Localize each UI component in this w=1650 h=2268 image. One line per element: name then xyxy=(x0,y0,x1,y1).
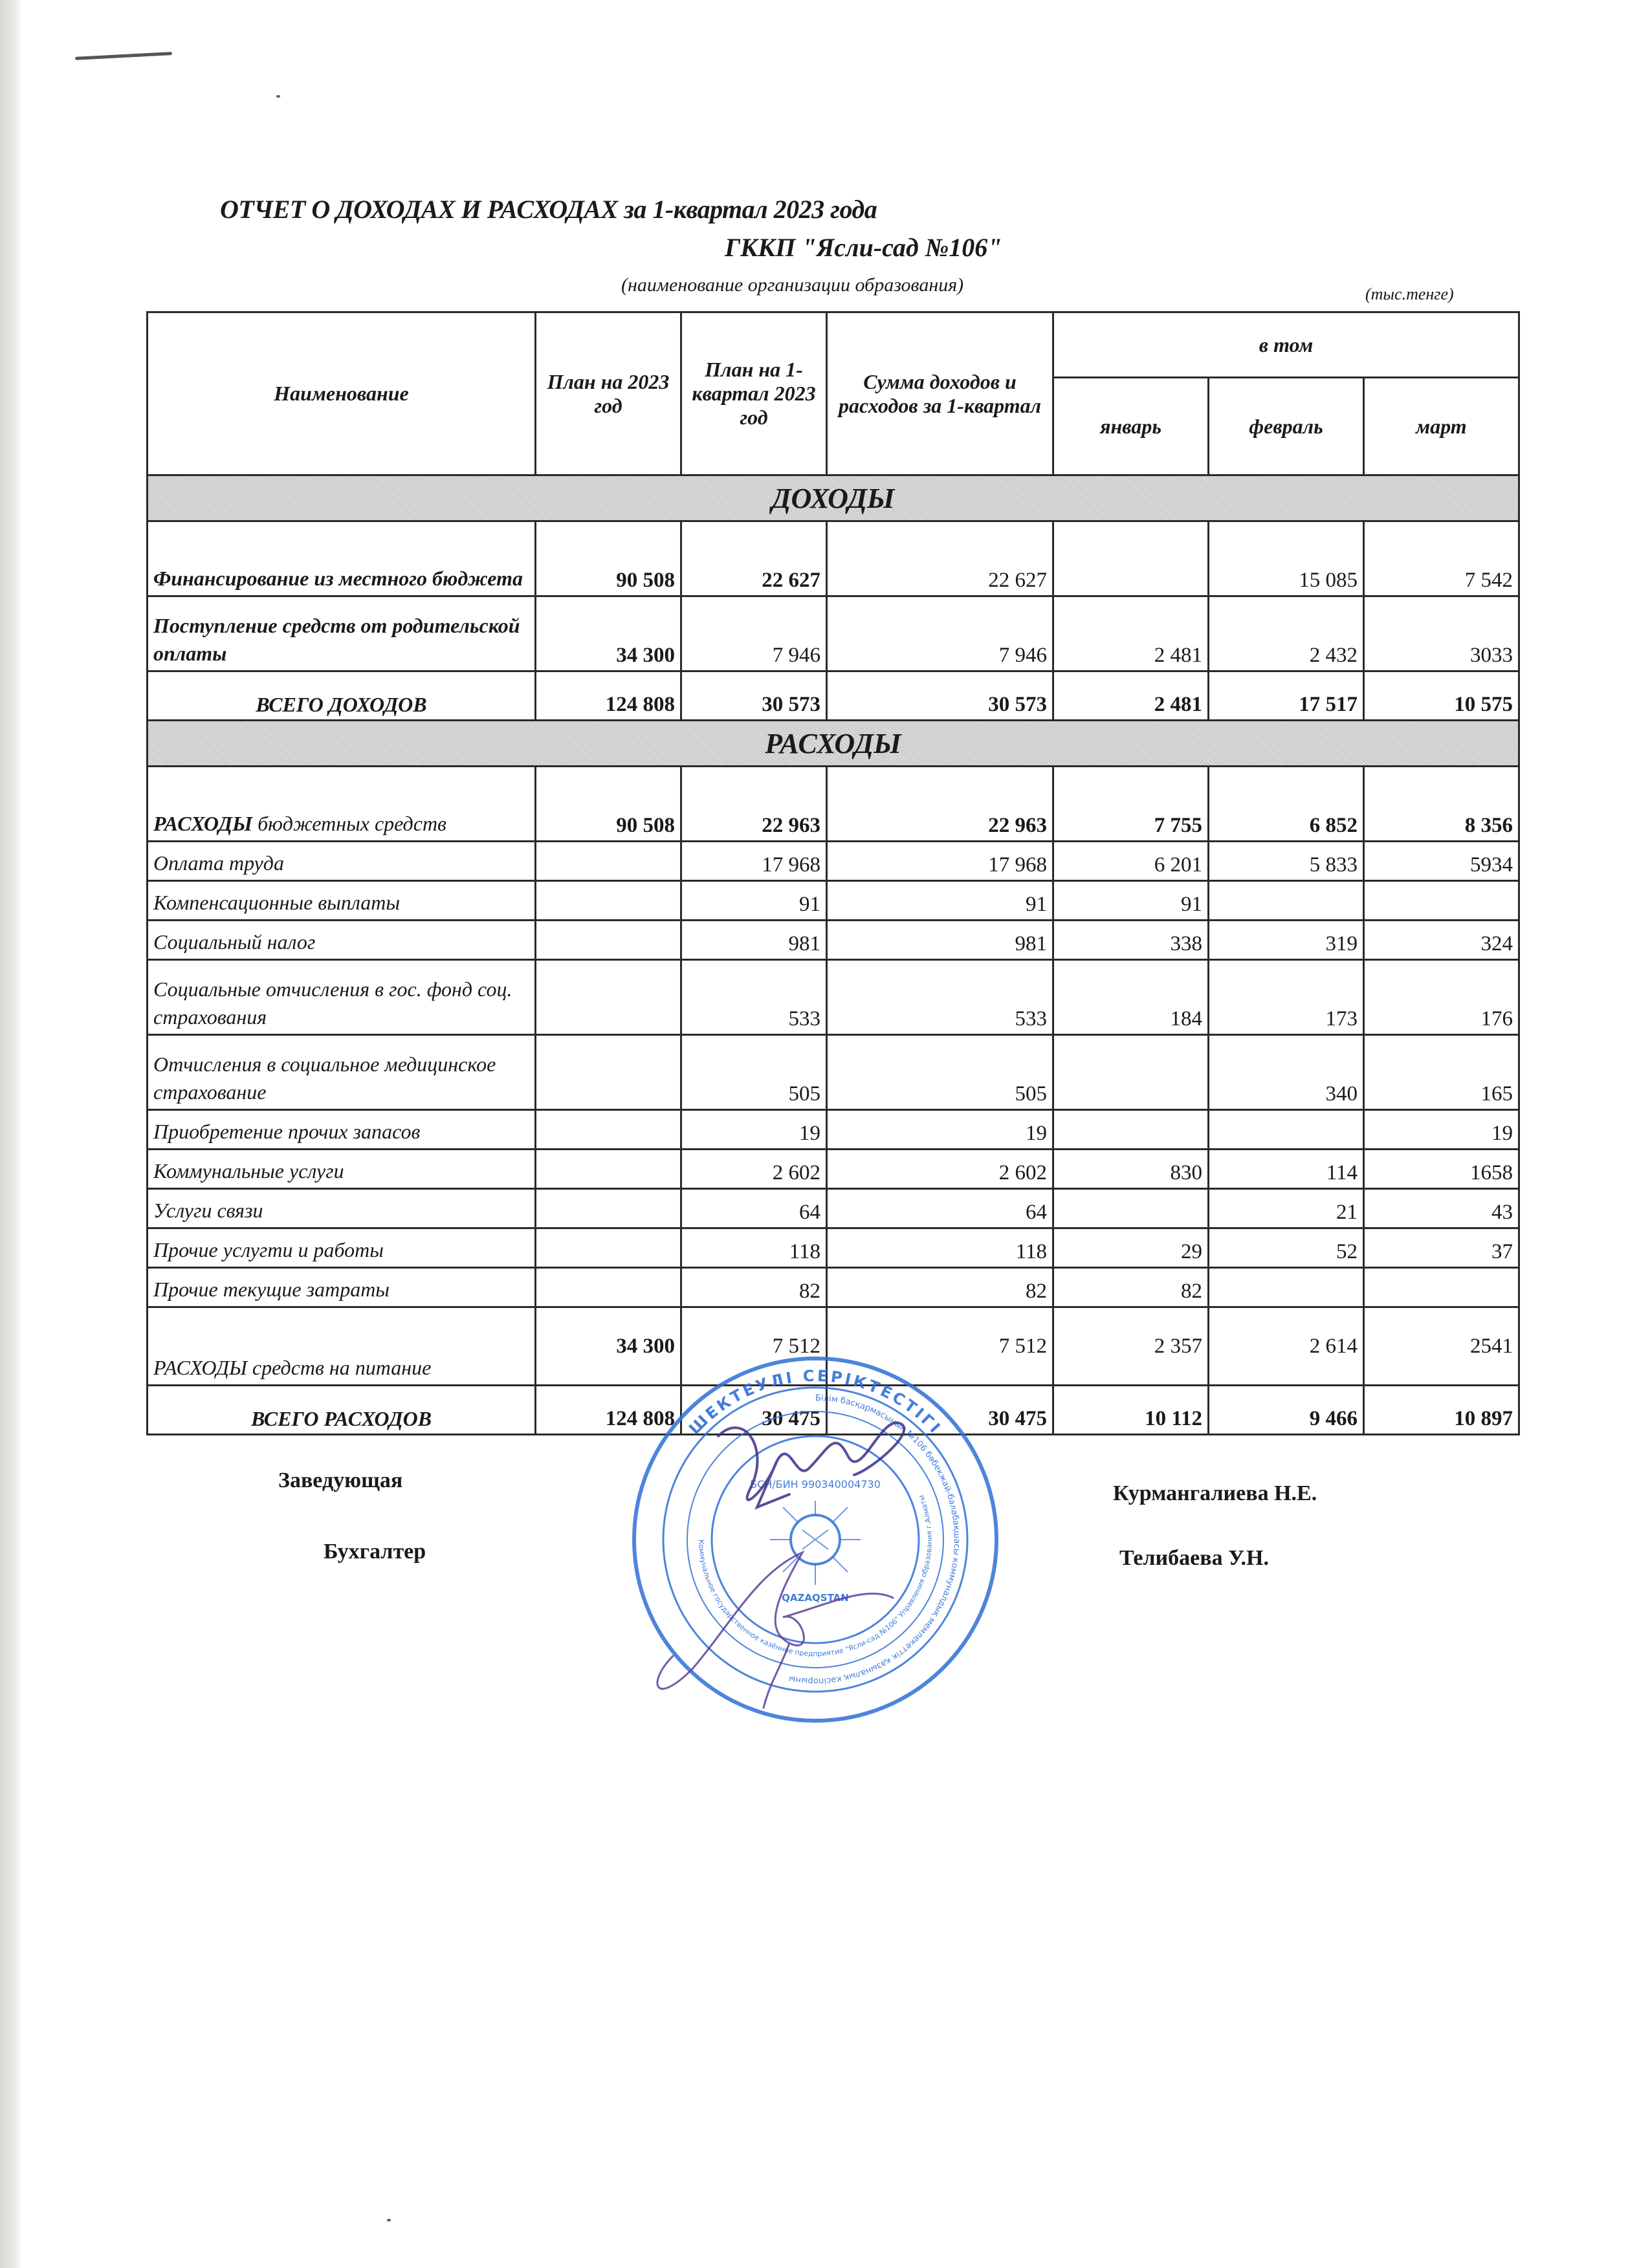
cell-actual-q1: 981 xyxy=(827,921,1053,960)
header-plan-year: План на 2023 год xyxy=(536,312,681,475)
cell-plan-q1: 118 xyxy=(681,1228,827,1268)
cell-mar: 2541 xyxy=(1364,1307,1519,1386)
header-february: февраль xyxy=(1209,378,1364,475)
row-name: Социальный налог xyxy=(148,921,536,960)
scan-speck xyxy=(387,2219,391,2221)
cell-actual-q1: 30 573 xyxy=(827,671,1053,721)
stamp-bin: БСН/БИН 990340004730 xyxy=(750,1478,881,1490)
organization-name: ГККП "Ясли-сад №106" xyxy=(725,233,1002,262)
cell-jan: 2 481 xyxy=(1053,596,1209,671)
row-name: Отчисления в социальное медицинское страхование xyxy=(148,1035,536,1110)
income-expense-table xyxy=(146,311,1520,1435)
cell-plan-q1: 64 xyxy=(681,1189,827,1228)
head-name: Курмангалиева Н.Е. xyxy=(1113,1481,1317,1505)
table-row xyxy=(148,921,1519,960)
cell-actual-q1: 22 627 xyxy=(827,521,1053,596)
cell-actual-q1: 91 xyxy=(827,881,1053,921)
staple-mark xyxy=(75,52,172,60)
cell-plan-year xyxy=(536,1035,681,1110)
stamp-ring-text-kz: Білім басқармасының №106 бөбекжай-балабақшасы коммуналдық мемлекеттік қазыналық кәсіпорыны xyxy=(787,1393,962,1686)
cell-mar xyxy=(1364,881,1519,921)
cell-mar: 165 xyxy=(1364,1035,1519,1110)
cell-plan-year xyxy=(536,1150,681,1189)
cell-actual-q1: 505 xyxy=(827,1035,1053,1110)
scan-edge xyxy=(0,0,22,2268)
cell-mar: 324 xyxy=(1364,921,1519,960)
cell-feb xyxy=(1209,1110,1364,1150)
cell-plan-year: 34 300 xyxy=(536,1307,681,1386)
header-actual-q1: Сумма доходов и расходов за 1-квартал xyxy=(827,312,1053,475)
section-income-label: ДОХОДЫ xyxy=(148,475,1519,521)
row-name-bold: РАСХОДЫ xyxy=(153,811,253,835)
cell-actual-q1: 30 475 xyxy=(827,1386,1053,1435)
row-name: Прочие текущие затраты xyxy=(148,1268,536,1307)
official-stamp xyxy=(621,1346,1009,1734)
cell-feb: 173 xyxy=(1209,960,1364,1035)
cell-mar: 5934 xyxy=(1364,842,1519,881)
cell-jan: 29 xyxy=(1053,1228,1209,1268)
row-name: ВСЕГО ДОХОДОВ xyxy=(148,671,536,721)
header-plan-q1: План на 1-квартал 2023 год xyxy=(681,312,827,475)
cell-plan-q1: 22 963 xyxy=(681,767,827,842)
cell-mar: 10 897 xyxy=(1364,1386,1519,1435)
cell-feb: 17 517 xyxy=(1209,671,1364,721)
cell-plan-year xyxy=(536,842,681,881)
head-role: Заведующая xyxy=(278,1468,403,1492)
cell-plan-year: 124 808 xyxy=(536,671,681,721)
row-name: ВСЕГО РАСХОДОВ xyxy=(148,1386,536,1435)
cell-plan-q1: 91 xyxy=(681,881,827,921)
income-total-row xyxy=(148,671,1519,721)
cell-plan-q1: 30 573 xyxy=(681,671,827,721)
cell-mar: 1658 xyxy=(1364,1150,1519,1189)
cell-feb: 9 466 xyxy=(1209,1386,1364,1435)
cell-jan xyxy=(1053,1189,1209,1228)
row-name xyxy=(148,767,536,842)
cell-jan: 82 xyxy=(1053,1268,1209,1307)
header-march: март xyxy=(1364,378,1519,475)
row-name: Поступление средств от родительской оплаты xyxy=(148,596,536,671)
cell-plan-q1: 17 968 xyxy=(681,842,827,881)
cell-jan: 338 xyxy=(1053,921,1209,960)
cell-plan-year xyxy=(536,1268,681,1307)
cell-jan: 7 755 xyxy=(1053,767,1209,842)
table-row xyxy=(148,1189,1519,1228)
table-row xyxy=(148,881,1519,921)
cell-feb xyxy=(1209,1268,1364,1307)
cell-mar: 8 356 xyxy=(1364,767,1519,842)
row-name: Приобретение прочих запасов xyxy=(148,1110,536,1150)
cell-jan: 184 xyxy=(1053,960,1209,1035)
table-row xyxy=(148,521,1519,596)
cell-feb: 319 xyxy=(1209,921,1364,960)
cell-plan-year: 124 808 xyxy=(536,1386,681,1435)
cell-plan-year xyxy=(536,1189,681,1228)
cell-feb: 340 xyxy=(1209,1035,1364,1110)
cell-jan: 6 201 xyxy=(1053,842,1209,881)
cell-actual-q1: 82 xyxy=(827,1268,1053,1307)
cell-feb: 15 085 xyxy=(1209,521,1364,596)
scan-speck xyxy=(276,95,280,98)
stamp-emblem-text: QAZAQSTAN xyxy=(782,1592,849,1604)
cell-mar: 3033 xyxy=(1364,596,1519,671)
header-january: январь xyxy=(1053,378,1209,475)
row-name: Прочие услугти и работы xyxy=(148,1228,536,1268)
cell-jan: 10 112 xyxy=(1053,1386,1209,1435)
cell-mar: 176 xyxy=(1364,960,1519,1035)
header-name: Наименование xyxy=(148,312,536,475)
cell-mar: 10 575 xyxy=(1364,671,1519,721)
accountant-role: Бухгалтер xyxy=(324,1540,426,1564)
cell-mar: 37 xyxy=(1364,1228,1519,1268)
cell-feb: 5 833 xyxy=(1209,842,1364,881)
emblem-icon xyxy=(770,1501,861,1585)
cell-feb: 6 852 xyxy=(1209,767,1364,842)
cell-plan-year xyxy=(536,921,681,960)
cell-plan-year: 90 508 xyxy=(536,521,681,596)
cell-plan-q1: 533 xyxy=(681,960,827,1035)
row-name: РАСХОДЫ средств на питание xyxy=(148,1307,536,1386)
table-row xyxy=(148,1228,1519,1268)
cell-mar: 19 xyxy=(1364,1110,1519,1150)
cell-plan-year: 90 508 xyxy=(536,767,681,842)
table-row xyxy=(148,1268,1519,1307)
section-expenses-label: РАСХОДЫ xyxy=(148,721,1519,767)
document-header xyxy=(0,194,1650,296)
cell-plan-q1: 30 475 xyxy=(681,1386,827,1435)
stamp-ring-text-ru: Коммунальное государственное казённое предприятие "Ясли-сад №106" Управления образования г.Алматы xyxy=(696,1494,934,1659)
cell-plan-year xyxy=(536,1228,681,1268)
table-row xyxy=(148,842,1519,881)
cell-actual-q1: 22 963 xyxy=(827,767,1053,842)
table-row xyxy=(148,1035,1519,1110)
cell-actual-q1: 7 512 xyxy=(827,1307,1053,1386)
table-row xyxy=(148,960,1519,1035)
row-name-rest: бюджетных средств xyxy=(252,811,446,835)
cell-mar: 43 xyxy=(1364,1189,1519,1228)
cell-actual-q1: 118 xyxy=(827,1228,1053,1268)
table-row xyxy=(148,596,1519,671)
cell-feb: 52 xyxy=(1209,1228,1364,1268)
cell-jan: 2 357 xyxy=(1053,1307,1209,1386)
cell-plan-year xyxy=(536,881,681,921)
cell-plan-q1: 2 602 xyxy=(681,1150,827,1189)
table-row xyxy=(148,1110,1519,1150)
row-name: Социальные отчисления в гос. фонд соц. страхования xyxy=(148,960,536,1035)
cell-actual-q1: 2 602 xyxy=(827,1150,1053,1189)
cell-actual-q1: 17 968 xyxy=(827,842,1053,881)
cell-feb: 21 xyxy=(1209,1189,1364,1228)
cell-actual-q1: 533 xyxy=(827,960,1053,1035)
cell-actual-q1: 19 xyxy=(827,1110,1053,1150)
row-name: Компенсационные выплаты xyxy=(148,881,536,921)
cell-plan-year xyxy=(536,1110,681,1150)
expense-budget-row xyxy=(148,767,1519,842)
cell-jan xyxy=(1053,521,1209,596)
cell-actual-q1: 7 946 xyxy=(827,596,1053,671)
section-income xyxy=(148,475,1519,521)
cell-plan-q1: 22 627 xyxy=(681,521,827,596)
section-expenses xyxy=(148,721,1519,767)
cell-actual-q1: 64 xyxy=(827,1189,1053,1228)
row-name: Финансирование из местного бюджета xyxy=(148,521,536,596)
cell-jan xyxy=(1053,1035,1209,1110)
accountant-name: Телибаева У.Н. xyxy=(1119,1546,1269,1570)
table-row xyxy=(148,1150,1519,1189)
cell-jan xyxy=(1053,1110,1209,1150)
cell-plan-year: 34 300 xyxy=(536,596,681,671)
cell-feb: 2 614 xyxy=(1209,1307,1364,1386)
row-name: Оплата труда xyxy=(148,842,536,881)
row-name: Услуги связи xyxy=(148,1189,536,1228)
cell-plan-q1: 19 xyxy=(681,1110,827,1150)
cell-feb: 2 432 xyxy=(1209,596,1364,671)
cell-jan: 91 xyxy=(1053,881,1209,921)
cell-jan: 830 xyxy=(1053,1150,1209,1189)
units-label: (тыс.тенге) xyxy=(1365,285,1454,303)
stamp-outer-text: ШЕКТЕУЛІ СЕРІКТЕСТІГІ xyxy=(685,1366,945,1439)
cell-feb: 114 xyxy=(1209,1150,1364,1189)
cell-plan-q1: 82 xyxy=(681,1268,827,1307)
cell-plan-year xyxy=(536,960,681,1035)
cell-mar: 7 542 xyxy=(1364,521,1519,596)
organization-caption: (наименование организации образования) xyxy=(621,274,964,296)
cell-plan-q1: 505 xyxy=(681,1035,827,1110)
cell-plan-q1: 981 xyxy=(681,921,827,960)
row-name: Коммунальные услуги xyxy=(148,1150,536,1189)
cell-mar xyxy=(1364,1268,1519,1307)
cell-plan-q1: 7 512 xyxy=(681,1307,827,1386)
cell-plan-q1: 7 946 xyxy=(681,596,827,671)
header-including: в том xyxy=(1053,312,1519,378)
report-title: ОТЧЕТ О ДОХОДАХ И РАСХОДАХ за 1-квартал 2023 года xyxy=(220,195,877,224)
cell-feb xyxy=(1209,881,1364,921)
cell-jan: 2 481 xyxy=(1053,671,1209,721)
